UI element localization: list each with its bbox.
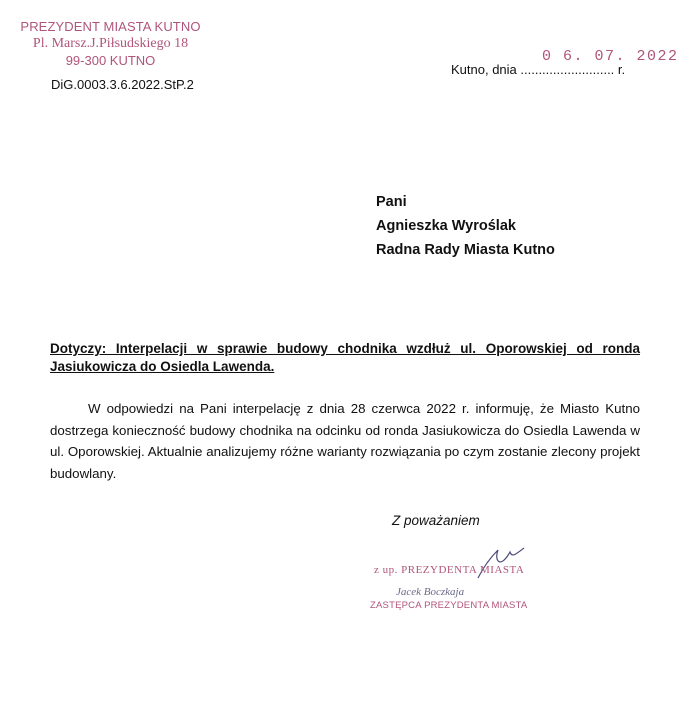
stamp-line-2: Pl. Marsz.J.Piłsudskiego 18	[32, 36, 189, 51]
subject-line: Dotyczy: Interpelacji w sprawie budowy chodnika wzdłuż ul. Oporowskiej od ronda Jasiukowicza do Osiedla Lawenda.	[50, 341, 640, 374]
stamp-line-1: PREZYDENT MIASTA KUTNO	[20, 19, 201, 34]
signature-stamp-line: z up. PREZYDENTA MIASTA	[374, 564, 525, 576]
dateline: Kutno, dnia .......................... r.	[451, 62, 626, 77]
closing-phrase: Z poważaniem	[392, 513, 480, 528]
recipient-salutation: Pani	[376, 194, 407, 210]
recipient-title: Radna Rady Miasta Kutno	[376, 242, 555, 258]
reference-number: DiG.0003.3.6.2022.StP.2	[51, 77, 194, 92]
recipient-name: Agnieszka Wyroślak	[376, 218, 516, 234]
letter-body	[50, 398, 640, 484]
signatory-name: Jacek Boczkaja	[396, 586, 465, 598]
date-stamp: 0 6. 07. 2022	[542, 48, 679, 65]
recipient-block	[376, 190, 555, 262]
signatory-title: ZASTĘPCA PREZYDENTA MIASTA	[370, 600, 528, 611]
stamp-line-3: 99-300 KUTNO	[65, 53, 156, 68]
letterhead-stamp	[18, 18, 203, 69]
letter-body-text: W odpowiedzi na Pani interpelację z dnia 28 czerwca 2022 r. informuję, że Miasto Kutno dostrzega konieczność budowy chodnika na odcinku od ronda Jasiukowicza do Osiedla Lawenda w ul. Oporowskiej. Aktualnie analizujemy różne warianty rozwiązania po czym zostanie zlecony projekt budowlany.	[50, 401, 640, 481]
